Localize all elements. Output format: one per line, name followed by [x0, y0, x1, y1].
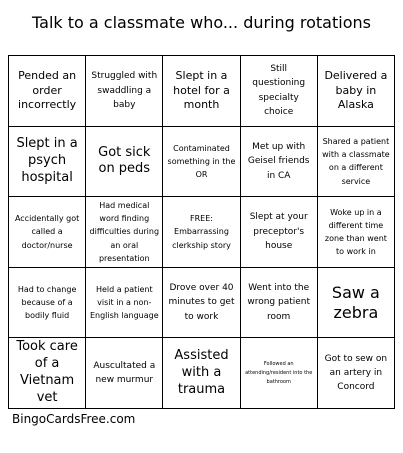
bingo-cell[interactable] [9, 127, 86, 198]
bingo-cell[interactable] [9, 197, 86, 268]
bingo-cell[interactable] [241, 127, 318, 198]
cell-text: Had medical word finding difficulties during an oral presentation [89, 201, 160, 263]
cell-text: Still questioning specialty choice [252, 64, 306, 118]
cell-text: Went into the wrong patient room [247, 283, 311, 322]
cell-text: Woke up in a different time zone than went to work in [324, 207, 387, 257]
bingo-cell[interactable] [9, 268, 86, 339]
cell-text: Got sick on peds [98, 144, 151, 177]
bingo-cell[interactable] [318, 197, 395, 268]
cell-text: Followed an attending/resident into the bathroom [245, 360, 313, 385]
cell-text: Met up with Geisel friends in CA [247, 141, 310, 181]
bingo-cell[interactable] [163, 127, 240, 198]
cell-text: Held a patient visit in a non-English language [89, 284, 159, 321]
bingo-cell[interactable] [241, 56, 318, 127]
cell-text: Pended an order incorrectly [18, 69, 77, 111]
bingo-cell[interactable] [318, 127, 395, 198]
cell-text: Delivered a baby in Alaska [324, 69, 388, 111]
card-title: Talk to a classmate who... during rotations [32, 13, 371, 32]
bingo-cell[interactable] [86, 338, 163, 409]
site-credit: BingoCardsFree.com [12, 412, 136, 426]
bingo-cell[interactable] [86, 268, 163, 339]
bingo-cell[interactable] [163, 338, 240, 409]
cell-text: Accidentally got called a doctor/nurse [14, 214, 80, 250]
cell-text: Slept in a hotel for a month [173, 69, 230, 111]
bingo-board [8, 55, 395, 409]
bingo-cell[interactable] [86, 197, 163, 268]
cell-text: Shared a patient with a classmate on a different service [322, 137, 390, 186]
cell-text: Got to sew on an artery in Concord [324, 353, 388, 393]
cell-text: Contaminated something in the OR [167, 143, 236, 179]
bingo-cell[interactable] [163, 56, 240, 127]
bingo-cell[interactable] [86, 127, 163, 198]
bingo-cell[interactable] [9, 338, 86, 409]
cell-text: Slept at your preceptor's house [249, 212, 308, 252]
bingo-cell[interactable] [163, 268, 240, 339]
cell-text: Saw a zebra [331, 283, 380, 322]
bingo-cell[interactable] [318, 338, 395, 409]
cell-text: Took care of a Vietnam vet [16, 339, 78, 406]
bingo-cell[interactable] [86, 56, 163, 127]
bingo-cell[interactable] [318, 56, 395, 127]
cell-text: Had to change because of a bodily fluid [17, 284, 77, 321]
bingo-cell[interactable] [241, 338, 318, 409]
bingo-cell[interactable] [241, 268, 318, 339]
bingo-cell[interactable] [241, 197, 318, 268]
cell-text: Auscultated a new murmur [93, 360, 156, 386]
cell-text: FREE: Embarrassing clerkship story [172, 214, 231, 250]
cell-text: Drove over 40 minutes to get to work [168, 283, 235, 322]
cell-text: Struggled with swaddling a baby [91, 71, 158, 110]
cell-text: Assisted with a trauma [174, 347, 229, 397]
bingo-cell[interactable] [9, 56, 86, 127]
bingo-cell[interactable] [318, 268, 395, 339]
cell-text: Slept in a psych hospital [16, 136, 78, 185]
free-space-cell[interactable] [163, 197, 240, 268]
